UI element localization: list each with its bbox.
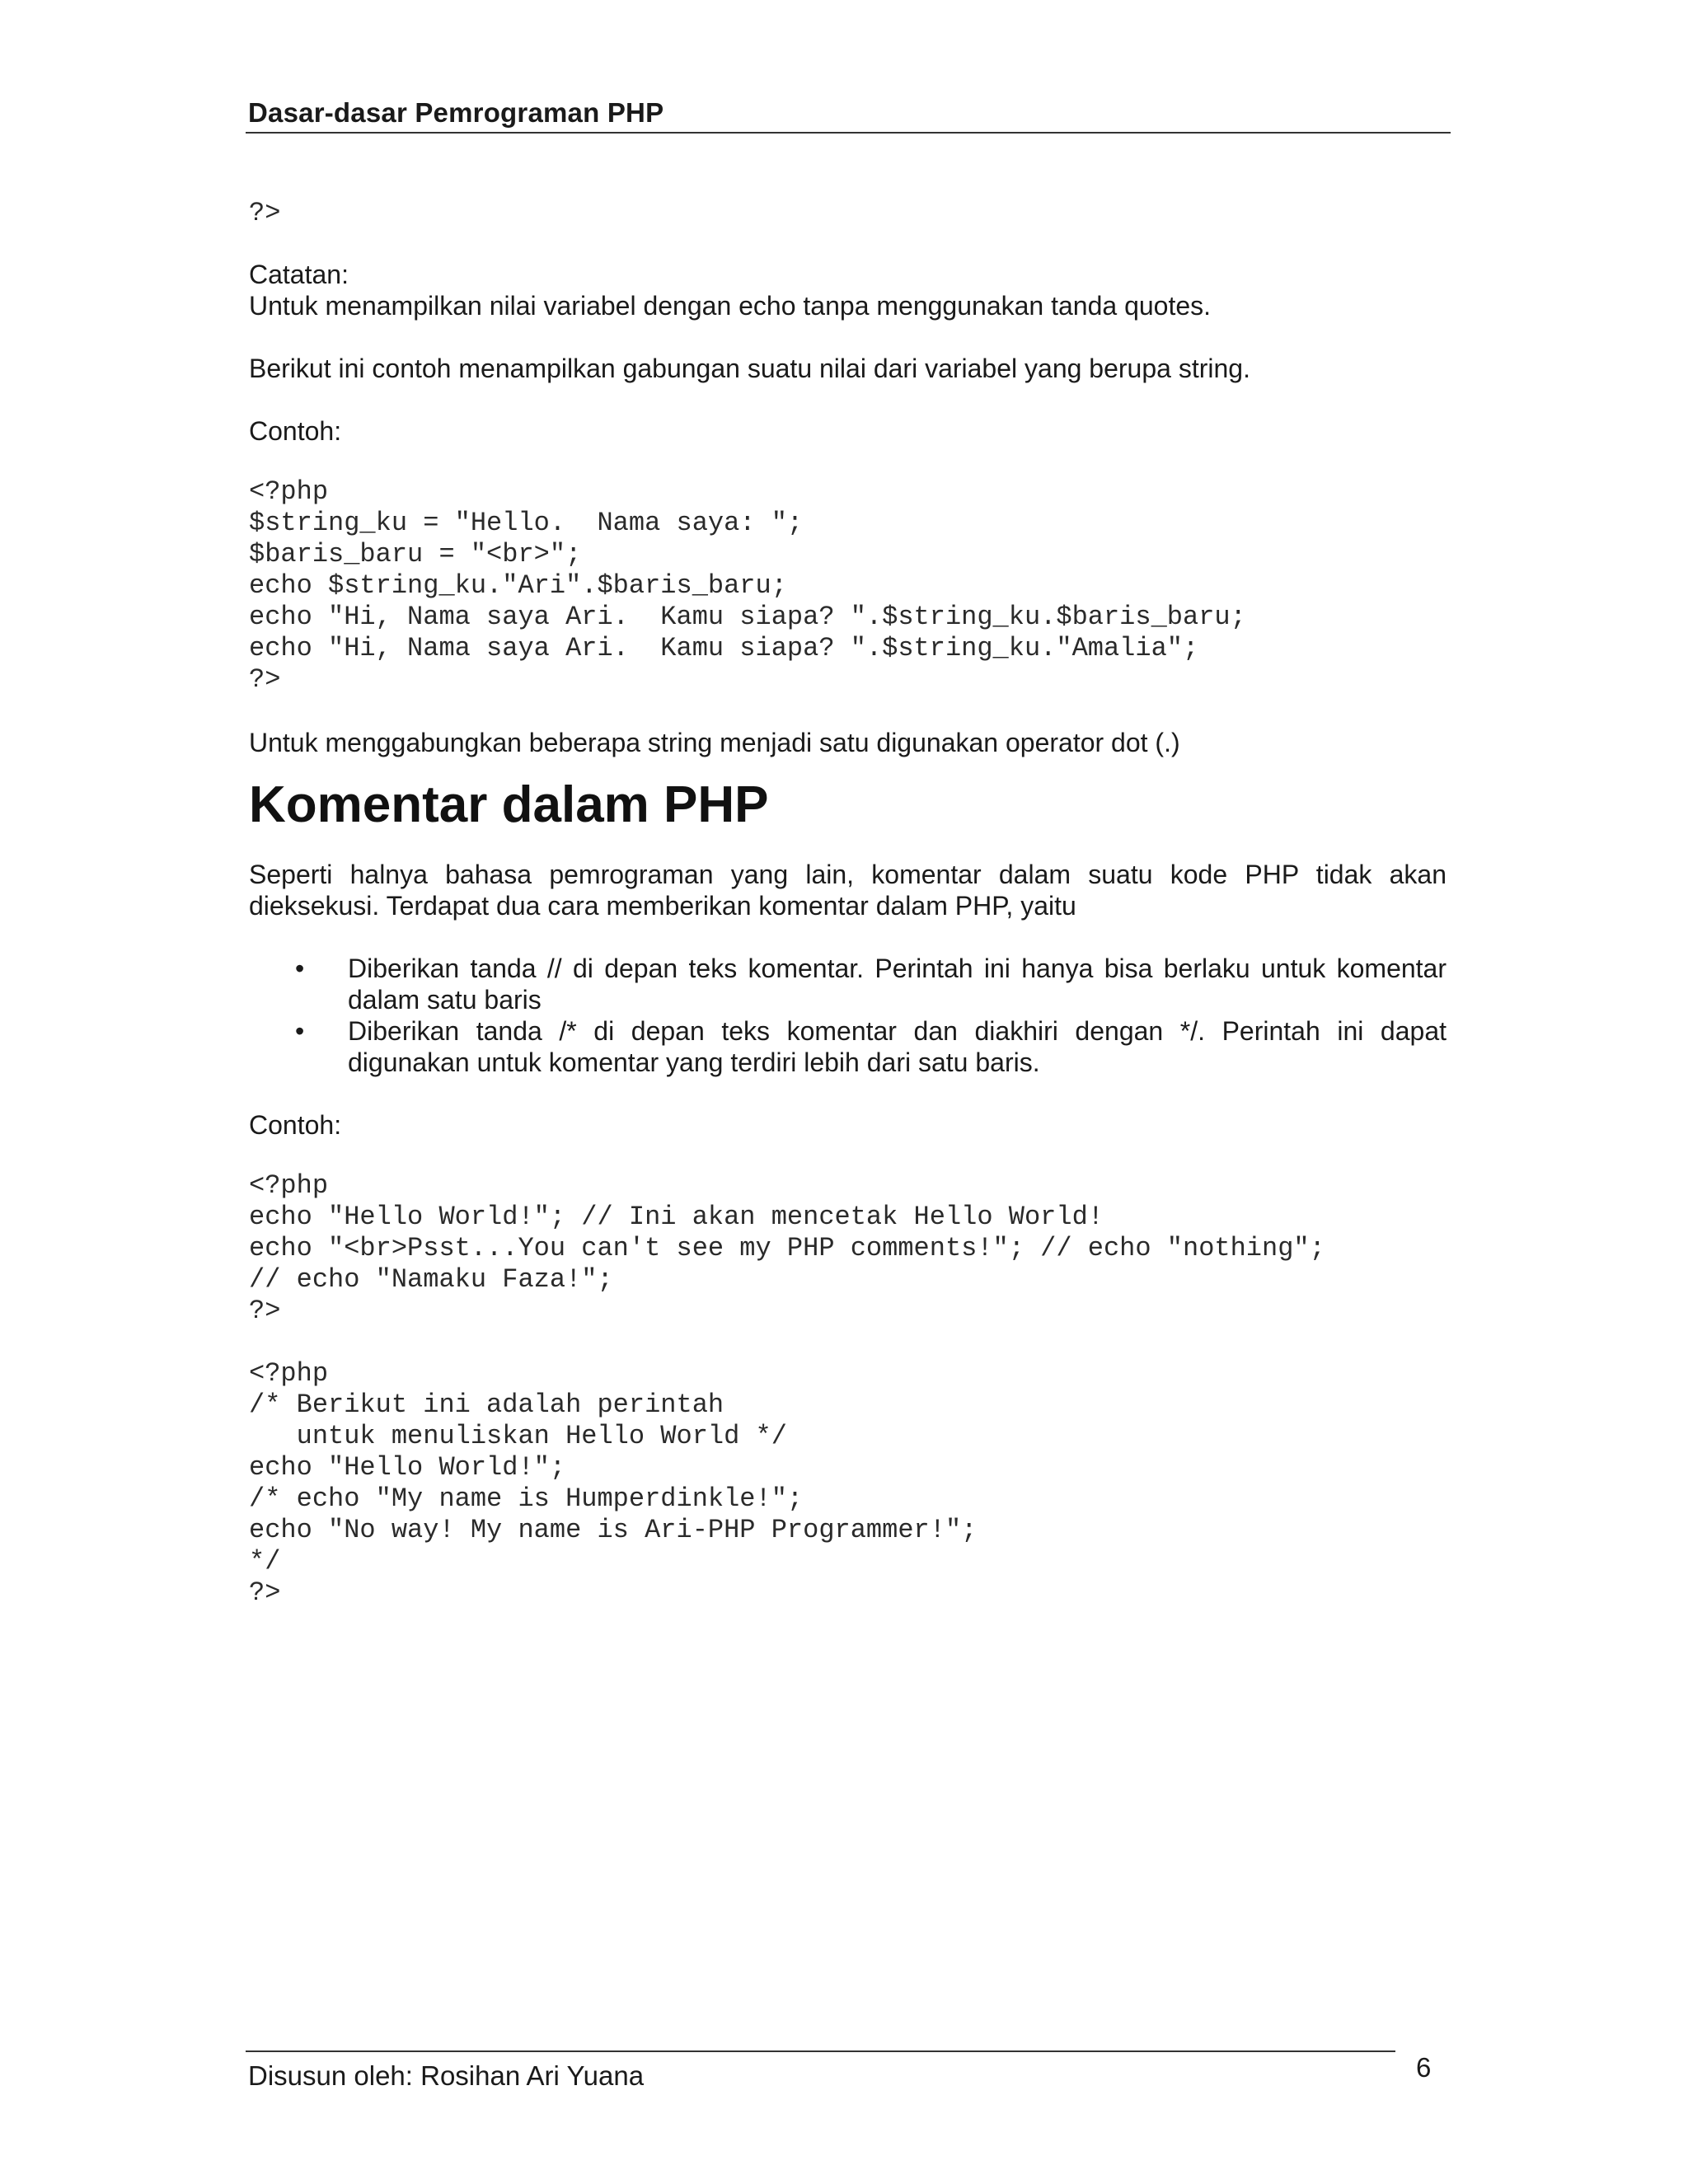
page-number: 6 bbox=[1416, 2052, 1432, 2083]
code-block-multi-line-comments: <?php /* Berikut ini adalah perintah untuk menuliskan Hello World */ echo "Hello World!"; /* echo "My name is Humperdinkle!"; echo "No way! My name is Ari-PHP Programmer!"; */ ?> bbox=[249, 1358, 978, 1608]
list-item bbox=[249, 1015, 1447, 1078]
page-content bbox=[249, 198, 1447, 1609]
example-label: Contoh: bbox=[249, 416, 342, 446]
code-block-string-concat: <?php $string_ku = "Hello. Nama saya: "; $baris_baru = "<br>"; echo $string_ku."Ari".$baris_baru; echo "Hi, Nama saya Ari. Kamu siapa? ".$string_ku.$baris_baru; echo "Hi, Nama saya Ari. Kamu siapa? ".$string_ku."Amalia"; ?> bbox=[249, 476, 1246, 695]
footer-divider bbox=[246, 2050, 1395, 2052]
note-text: Untuk menampilkan nilai variabel dengan echo tanpa menggunakan tanda quotes. bbox=[249, 291, 1212, 321]
comment-methods-list bbox=[249, 953, 1447, 1078]
running-header-title: Dasar-dasar Pemrograman PHP bbox=[248, 97, 664, 128]
bullet-icon: • bbox=[295, 954, 305, 983]
bullet-icon: • bbox=[295, 1016, 305, 1046]
note-label: Catatan: bbox=[249, 260, 349, 289]
intro-text: Berikut ini contoh menampilkan gabungan suatu nilai dari variabel yang berupa string. bbox=[249, 354, 1250, 383]
concat-explanation: Untuk menggabungkan beberapa string menjadi satu digunakan operator dot (.) bbox=[249, 728, 1180, 757]
list-item-text: Diberikan tanda /* di depan teks komentar dan diakhiri dengan */. Perintah ini dapat digunakan untuk komentar yang terdiri lebih dari satu baris. bbox=[348, 1016, 1447, 1077]
section-heading: Komentar dalam PHP bbox=[249, 776, 769, 833]
header-divider bbox=[246, 132, 1451, 134]
code-block-single-line-comments: <?php echo "Hello World!"; // Ini akan mencetak Hello World! echo "<br>Psst...You can't see my PHP comments!"; // echo "nothing"; // echo "Namaku Faza!"; ?> bbox=[249, 1170, 1325, 1326]
section-paragraph: Seperti halnya bahasa pemrograman yang lain, komentar dalam suatu kode PHP tidak akan dieksekusi. Terdapat dua cara memberikan komentar dalam PHP, yaitu bbox=[249, 860, 1447, 921]
list-item bbox=[249, 953, 1447, 1015]
footer-author: Disusun oleh: Rosihan Ari Yuana bbox=[248, 2060, 645, 2091]
list-item-text: Diberikan tanda // di depan teks komentar. Perintah ini hanya bisa berlaku untuk komentar dalam satu baris bbox=[348, 954, 1447, 1015]
code-closing-tag: ?> bbox=[249, 198, 281, 228]
example-label: Contoh: bbox=[249, 1110, 342, 1140]
